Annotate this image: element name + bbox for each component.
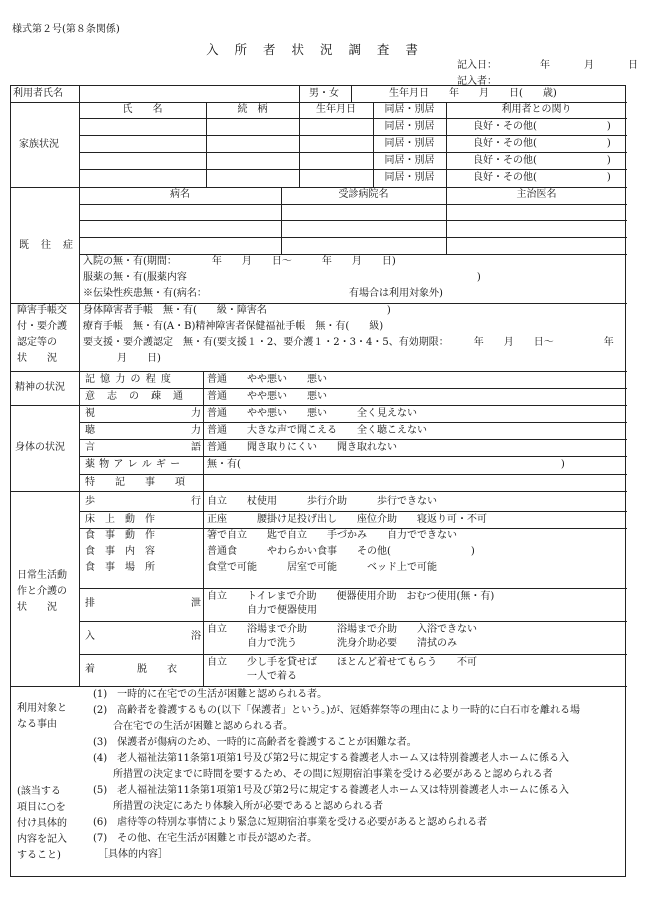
entry-date-label: 記入日： — [457, 60, 497, 71]
reasons-label-line2: なる事由 — [17, 719, 57, 730]
history-header-disease: 病名 — [170, 189, 190, 200]
family-row-relation[interactable]: 良好・その他( ) — [473, 138, 611, 149]
specific-content-label[interactable]: ［具体的内容］ — [93, 849, 168, 860]
daily-item-floor: 床 上 動 作 — [85, 514, 155, 525]
physical-item-vision-end: 力 — [191, 408, 201, 419]
daily-item-place: 食 事 場 所 — [85, 562, 155, 573]
physical-options-vision[interactable]: 普通 やや悪い 悪い 全く見えない — [207, 408, 417, 419]
mental-status-label: 精神の状況 — [15, 382, 65, 393]
reason-item-cont: 所措置の決定までに時間を要するため、その間に短期宿泊事業を受ける必要があると認められる者 — [93, 769, 553, 780]
sex-options[interactable]: 男・女 — [309, 88, 339, 99]
form-id: 様式第２号(第８条関係) — [12, 24, 120, 35]
physical-status-label: 身体の状況 — [15, 442, 65, 453]
daily-options-dressing[interactable]: 自立 少し手を貸せば ほとんど着せてもらう 不可 — [207, 657, 477, 668]
family-row-cohabit[interactable]: 同居・別居 — [384, 121, 435, 132]
physical-item-allergy: 薬 物 ア レ ル ギ ー — [85, 459, 181, 470]
family-header-name: 氏 名 — [122, 104, 163, 115]
reason-item[interactable]: (1) 一時的に在宅での生活が困難と認められる者。 — [93, 689, 328, 700]
family-row-cohabit[interactable]: 同居・別居 — [384, 155, 435, 166]
daily-item-excretion: 排 — [85, 598, 95, 609]
reason-item[interactable]: (3) 保護者が傷病のため、一時的に高齢者を養護することが困難な者。 — [93, 737, 417, 748]
daily-options-eating[interactable]: 箸で自立 匙で自立 手づかみ 自力でできない — [207, 530, 457, 541]
daily-options-walking[interactable]: 自立 杖使用 歩行介助 歩行できない — [207, 496, 437, 507]
physical-item-speech: 言 — [85, 442, 95, 453]
family-status-label: 家族状況 — [19, 139, 59, 150]
rehab-notebook-field[interactable]: 療育手帳 無・有(A・B)精神障害者保健福祉手帳 無・有( 級) — [83, 321, 384, 332]
user-name-label: 利用者氏名 — [13, 88, 63, 99]
daily-item-eating: 食 事 動 作 — [85, 530, 155, 541]
reason-item[interactable]: (7) その他、在宅生活が困難と市長が認めた者。 — [93, 833, 318, 844]
physical-disability-field[interactable]: 身体障害者手帳 無・有( 級・障害名 ) — [83, 305, 391, 316]
history-header-doctor: 主治医名 — [516, 189, 557, 200]
physical-item-hearing-end: 力 — [191, 425, 201, 436]
daily-options-dressing-2[interactable]: 一人で着る — [207, 671, 297, 682]
family-header-birth: 生年月日 — [316, 104, 356, 115]
daily-item-bathing-end: 浴 — [191, 631, 201, 642]
reasons-note-line1: (該当する — [17, 786, 61, 797]
reason-item[interactable]: (5) 老人福祉法第11条第1項第1号及び第2号に規定する養護老人ホーム又は特別養護老人ホームに係る入 — [93, 785, 569, 796]
mental-item-communication: 意 志 の 疎 通 — [85, 391, 184, 402]
daily-item-dressing: 着 — [85, 664, 95, 675]
physical-item-vision: 視 — [85, 408, 95, 419]
family-row-cohabit[interactable]: 同居・別居 — [384, 138, 435, 149]
disability-label-line3: 認定等の — [17, 337, 57, 348]
daily-item-dressing-end: 脱 衣 — [137, 664, 177, 675]
birth-date-field[interactable]: 生年月日 年 月 日( 歳) — [389, 88, 557, 99]
care-certification-field[interactable]: 要支援・要介護認定 無・有(要支援１・2、要介護１・2・3・4・5、有効期限： 年 月 日〜 年 — [83, 337, 614, 348]
family-header-cohabit: 同居・別居 — [384, 104, 435, 115]
reasons-note-line5: すること) — [17, 850, 61, 861]
care-certification-end[interactable]: 月 日) — [117, 353, 161, 364]
medical-history-label: 既 往 症 — [19, 240, 74, 251]
infection-field[interactable]: ※伝染性疾患無・有(病名： — [83, 288, 207, 299]
daily-options-bathing[interactable]: 自立 浴場まで介助 浴場まで介助 入浴できない — [207, 624, 477, 635]
daily-item-bathing: 入 — [85, 631, 95, 642]
hospitalization-field[interactable]: 入院の無・有(期間： 年 月 日〜 年 月 日) — [83, 256, 396, 267]
reasons-note-line3: 付け具体的 — [17, 818, 67, 829]
disability-label-line4: 状 況 — [17, 353, 57, 364]
date-month: 月 — [584, 60, 594, 71]
family-row-relation[interactable]: 良好・その他( ) — [473, 121, 611, 132]
reasons-label-line1: 利用対象と — [17, 703, 67, 714]
family-header-relation: 続 柄 — [237, 104, 268, 115]
disability-label-line1: 障害手帳交 — [17, 305, 67, 316]
daily-label-line1: 日常生活動 — [17, 570, 67, 581]
daily-label-line2: 作と介護の — [17, 586, 67, 597]
daily-options-excretion[interactable]: 自立 トイレまで介助 便器使用介助 おむつ使用(無・有) — [207, 591, 495, 602]
disability-label-line2: 付・要介護 — [17, 321, 67, 332]
family-row-relation[interactable]: 良好・その他( ) — [473, 155, 611, 166]
mental-item-memory: 記 憶 力 の 程 度 — [85, 374, 172, 385]
history-header-hospital: 受診病院名 — [338, 189, 389, 200]
daily-options-bathing-2[interactable]: 自力で洗う 洗身介助必要 清拭のみ — [207, 638, 457, 649]
daily-item-excretion-end: 泄 — [191, 598, 201, 609]
family-header-relationship: 利用者との関り — [501, 104, 572, 115]
daily-item-walking-end: 行 — [191, 496, 201, 507]
daily-options-floor[interactable]: 正座 腰掛け足投げ出し 座位介助 寝返り可・不可 — [207, 514, 487, 525]
daily-options-diet[interactable]: 普通食 やわらかい食事 その他( ) — [207, 546, 475, 557]
date-year: 年 — [540, 60, 550, 71]
physical-options-allergy[interactable]: 無・有( ) — [207, 459, 565, 470]
mental-options-communication[interactable]: 普通 やや悪い 悪い — [207, 391, 327, 402]
infection-note: 有場合は利用対象外) — [349, 288, 443, 299]
medication-field[interactable]: 服薬の無・有(服薬内容 ) — [83, 272, 481, 283]
daily-options-excretion-2[interactable]: 自力で便器使用 — [207, 605, 317, 616]
daily-options-place[interactable]: 食堂で可能 居室で可能 ベッド上で可能 — [207, 562, 437, 573]
reasons-note-line2: 項目に○を — [17, 802, 66, 813]
page-title: 入 所 者 状 況 調 査 書 — [206, 42, 424, 57]
physical-item-hearing: 聴 — [85, 425, 95, 436]
reason-item[interactable]: (6) 虐待等の特別な事情により緊急に短期宿泊事業を受ける必要があると認められる者 — [93, 817, 488, 828]
entry-date-parts — [540, 56, 672, 71]
family-row-cohabit[interactable]: 同居・別居 — [384, 172, 435, 183]
family-row-relation[interactable]: 良好・その他( ) — [473, 172, 611, 183]
physical-options-hearing[interactable]: 普通 大きな声で聞こえる 全く聴こえない — [207, 425, 427, 436]
reason-item-cont: 合在宅での生活が困難と認められる者。 — [93, 721, 293, 732]
physical-item-notes: 特 記 事 項 — [85, 477, 185, 488]
date-day: 日 — [628, 60, 638, 71]
daily-item-diet: 食 事 内 容 — [85, 546, 155, 557]
writer-label: 記入者： — [457, 76, 497, 87]
physical-options-speech[interactable]: 普通 聞き取りにくい 聞き取れない — [207, 442, 397, 453]
daily-label-line3: 状 況 — [17, 602, 57, 613]
reason-item-cont: 所措置の決定にあたり体験入所が必要であると認められる者 — [93, 801, 383, 812]
reason-item[interactable]: (4) 老人福祉法第11条第1項第1号及び第2号に規定する養護老人ホーム又は特別養護老人ホームに係る入 — [93, 753, 569, 764]
mental-options-memory[interactable]: 普通 やや悪い 悪い — [207, 374, 327, 385]
daily-item-walking: 歩 — [85, 496, 95, 507]
reasons-note-line4: 内容を記入 — [17, 834, 67, 845]
physical-item-speech-end: 語 — [191, 442, 201, 453]
survey-form-table — [10, 85, 626, 877]
reason-item[interactable]: (2) 高齢者を養護するもの(以下「保護者」という。)が、冠婚葬祭等の理由により一時的に白石市を離れる場 — [93, 705, 580, 716]
